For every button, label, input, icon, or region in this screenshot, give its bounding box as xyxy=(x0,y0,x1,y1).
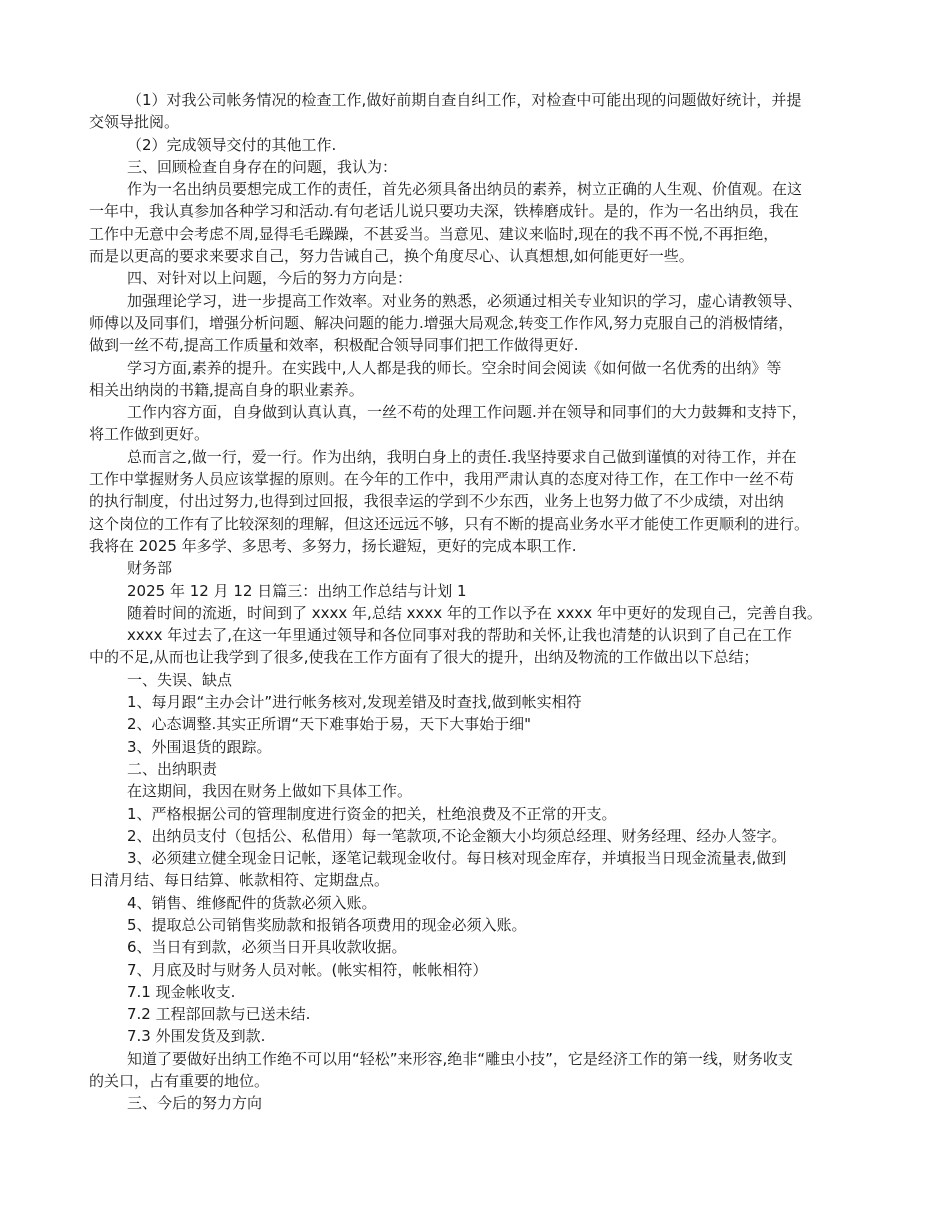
text-line: 5、提取总公司销售奖励款和报销各项费用的现金必须入账。 xyxy=(127,915,527,934)
text-line: （2）完成领导交付的其他工作. xyxy=(127,135,337,154)
text-line: 而是以更高的要求来要求自己，努力告诫自己，换个角度尽心、认真想想,如何能更好一些。 xyxy=(89,247,694,266)
text-line: 相关出纳岗的书籍,提高自身的职业素养。 xyxy=(89,380,364,399)
text-line: 做到一丝不苟,提高工作质量和效率，积极配合领导同事们把工作做得更好. xyxy=(89,336,579,355)
text-line: 这个岗位的工作有了比较深刻的理解，但这还远远不够，只有不断的提高业务水平才能使工作更顺利的进行。 xyxy=(89,514,810,533)
text-line: xxxx 年过去了,在这一年里通过领导和各位同事对我的帮助和关怀,让我也清楚的认识到了自己在工作 xyxy=(127,626,792,645)
text-line: 三、回顾检查自身存在的问题，我认为： xyxy=(127,157,398,176)
text-line: 工作中无意中会考虑不周,显得毛毛躁躁，不甚妥当。当意见、建议来临时,现在的我不再不悦,不再拒绝， xyxy=(89,224,779,243)
text-line: 的执行制度，付出过努力,也得到过回报，我很幸运的学到不少东西，业务上也努力做了不少成绩，对出纳 xyxy=(89,492,784,511)
text-line: 将工作做到更好。 xyxy=(89,425,210,444)
text-line: 财务部 xyxy=(127,559,173,578)
text-line: 1、每月跟“主办会计”进行帐务核对,发现差错及时查找,做到帐实相符 xyxy=(127,693,582,712)
text-line: 6、当日有到款，必须当日开具收款收据。 xyxy=(127,938,407,957)
text-line: 4、销售、维修配件的货款必须入账。 xyxy=(127,893,377,912)
text-line: 1、严格根据公司的管理制度进行资金的把关，杜绝浪费及不正常的开支。 xyxy=(127,804,617,823)
text-line: 知道了要做好出纳工作绝不可以用“轻松”来形容,绝非“雕虫小技”，它是经济工作的第一线，财务收支 xyxy=(127,1049,793,1068)
text-line: 日清月结、每日结算、帐款相符、定期盘点。 xyxy=(89,871,390,890)
text-line: 加强理论学习，进一步提高工作效率。对业务的熟悉，必须通过相关专业知识的学习，虚心请教领导、 xyxy=(127,291,803,310)
text-line: 中的不足,从而也让我学到了很多,使我在工作方面有了很大的提升，出纳及物流的工作做出以下总结； xyxy=(89,648,759,667)
text-line: 7.3 外围发货及到款. xyxy=(127,1027,266,1046)
text-line: 工作内容方面，自身做到认真认真，一丝不苟的处理工作问题.并在领导和同事们的大力鼓舞和支持下， xyxy=(127,403,807,422)
text-line: 2025 年 12 月 12 日篇三：出纳工作总结与计划 1 xyxy=(127,581,467,600)
text-line: （1）对我公司帐务情况的检查工作,做好前期自查自纠工作，对检查中可能出现的问题做好统计，并提 xyxy=(127,91,802,109)
text-line: 师傅以及同事们，增强分析问题、解决问题的能力.增强大局观念,转变工作作风,努力克服自己的消极情绪， xyxy=(89,313,794,332)
text-line: 工作中掌握财务人员应该掌握的原则。在今年的工作中，我用严肃认真的态度对待工作，在工作中一丝不苟 xyxy=(89,470,795,489)
text-line: 随着时间的流逝，时间到了 xxxx 年,总结 xxxx 年的工作以予在 xxxx 年中更好的发现自己，完善自我。 xyxy=(127,603,822,622)
text-line: 7.2 工程部回款与已送未结. xyxy=(127,1005,311,1024)
text-line: 总而言之,做一行，爱一行。作为出纳，我明白身上的责任.我坚持要求自己做到谨慎的对待工作，并在 xyxy=(127,447,797,466)
text-line: 3、外围退货的跟踪。 xyxy=(127,737,272,756)
text-line: 一、失误、缺点 xyxy=(127,670,233,689)
text-line: 一年中，我认真参加各种学习和活动.有句老话儿说只要功夫深，铁棒磨成针。是的，作为一名出纳员，我在 xyxy=(89,202,799,221)
text-line: 二、出纳职责 xyxy=(127,759,218,778)
text-line: 在这期间，我因在财务上做如下具体工作。 xyxy=(127,782,413,801)
document-body xyxy=(89,89,869,1115)
text-line: 四、对针对以上问题，今后的努力方向是： xyxy=(127,269,413,288)
text-line: 的关口，占有重要的地位。 xyxy=(89,1072,270,1091)
text-line: 3、必须建立健全现金日记帐，逐笔记载现金收付。每日核对现金库存，并填报当日现金流量表,做到 xyxy=(127,849,787,868)
text-line: 2、出纳员支付（包括公、私借用）每一笔款项,不论金额大小均须总经理、财务经理、经办人签字。 xyxy=(127,826,787,845)
text-line: 作为一名出纳员要想完成工作的责任，首先必须具备出纳员的素养，树立正确的人生观、价值观。在这 xyxy=(127,180,803,199)
text-line: 7.1 现金帐收支. xyxy=(127,982,236,1001)
text-line: 我将在 2025 年多学、多思考、多努力，扬长避短，更好的完成本职工作. xyxy=(89,536,577,555)
text-line: 三、今后的努力方向 xyxy=(127,1094,263,1113)
text-line: 交领导批阅。 xyxy=(89,113,180,132)
text-line: 2、心态调整.其实正所谓“天下难事始于易，天下大事始于细" xyxy=(127,715,531,734)
text-line: 7、月底及时与财务人员对帐。(帐实相符，帐帐相符） xyxy=(127,960,488,979)
text-line: 学习方面,素养的提升。在实践中,人人都是我的师长。空余时间会阅读《如何做一名优秀的出纳》等 xyxy=(127,358,782,377)
